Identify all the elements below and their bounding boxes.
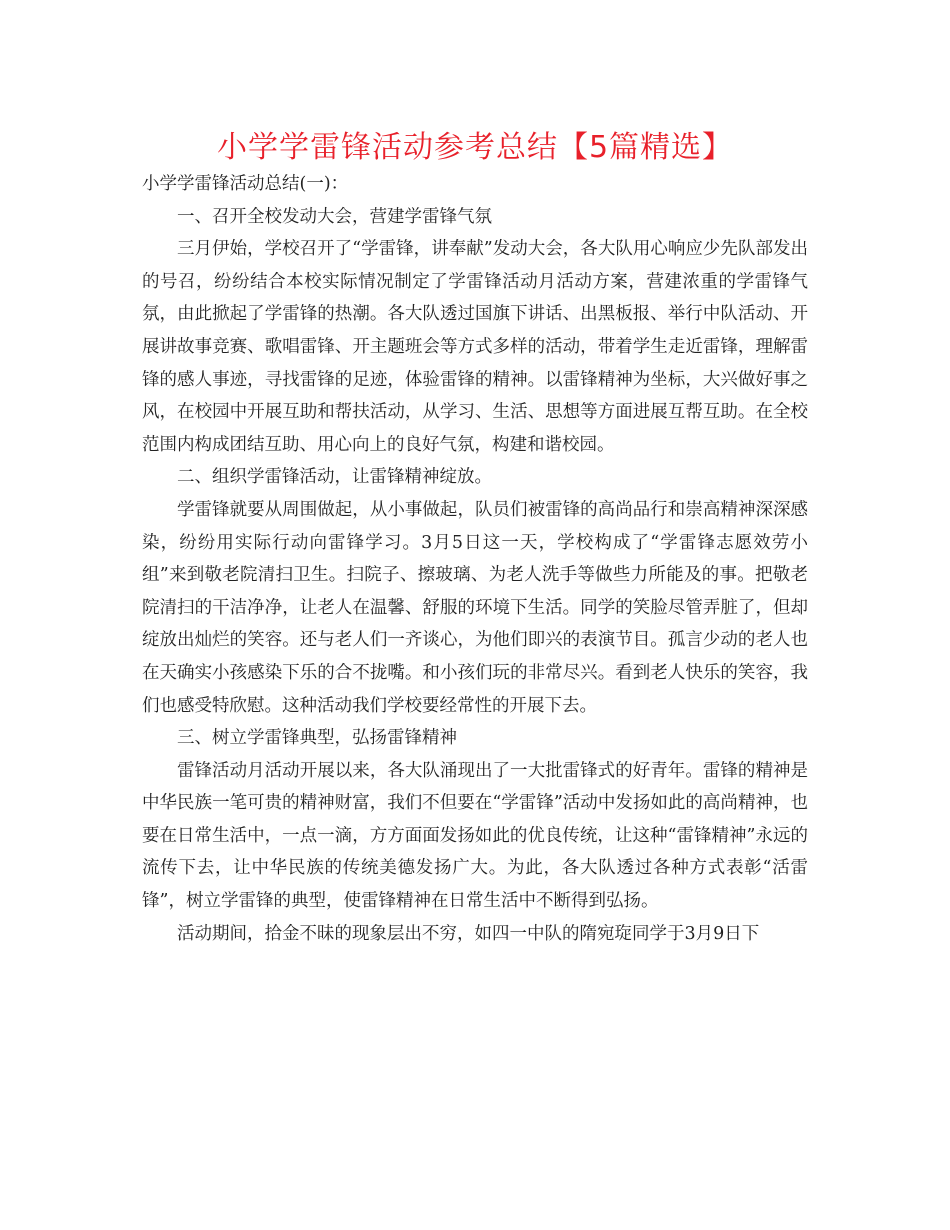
paragraph-1: 三月伊始，学校召开了“学雷锋，讲奉献”发动大会，各大队用心响应少先队部发出的号召，纷纷结合本校实际情况制定了学雷锋活动月活动方案，营建浓重的学雷锋气氛，由此掀起了学雷锋的热潮。各大队透过国旗下讲话、出黑板报、举行中队活动、开展讲故事竞赛、歌唱雷锋、开主题班会等方式多样的活动，带着学生走近雷锋，理解雷锋的感人事迹，寻找雷锋的足迹，体验雷锋的精神。以雷锋精神为坐标，大兴做好事之风，在校园中开展互助和帮扶活动，从学习、生活、思想等方面进展互帮互助。在全校范围内构成团结互助、用心向上的良好气氛，构建和谐校园。 [142, 239, 808, 455]
paragraph-3: 雷锋活动月活动开展以来，各大队涌现出了一大批雷锋式的好青年。雷锋的精神是中华民族一笔可贵的精神财富，我们不但要在“学雷锋”活动中发扬如此的高尚精神，也要在日常生活中，一点一滴，方方面面发扬如此的优良传统，让这种“雷锋精神”永远的流传下去，让中华民族的传统美德发扬广大。为此，各大队透过各种方式表彰“活雷锋”，树立学雷锋的典型，使雷锋精神在日常生活中不断得到弘扬。 [142, 760, 808, 912]
paragraph-4: 活动期间，拾金不昧的现象层出不穷，如四一中队的隋宛琁同学于3月9日下 [177, 923, 760, 944]
document-body [142, 168, 808, 950]
heading-3: 三、树立学雷锋典型，弘扬雷锋精神 [177, 728, 457, 749]
document-title: 小学学雷锋活动参考总结【5篇精选】 [216, 130, 734, 165]
paragraph-2: 学雷锋就要从周围做起，从小事做起，队员们被雷锋的高尚品行和崇高精神深深感染，纷纷用实际行动向雷锋学习。3月5日这一天，学校构成了“学雷锋志愿效劳小组”来到敬老院清扫卫生。扫院子、擦玻璃、为老人洗手等做些力所能及的事。把敬老院清扫的干洁净净，让老人在温馨、舒服的环境下生活。同学的笑脸尽管弄脏了，但却绽放出灿烂的笑容。还与老人们一齐谈心，为他们即兴的表演节目。孤言少动的老人也在天确实小孩感染下乐的合不拢嘴。和小孩们玩的非常尽兴。看到老人快乐的笑容，我们也感受特欣慰。这种活动我们学校要经常性的开展下去。 [142, 499, 808, 716]
section-subtitle: 小学学雷锋活动总结(一)： [142, 174, 349, 194]
heading-1: 一、召开全校发动大会，营建学雷锋气氛 [177, 206, 492, 227]
heading-2: 二、组织学雷锋活动，让雷锋精神绽放。 [177, 467, 492, 488]
